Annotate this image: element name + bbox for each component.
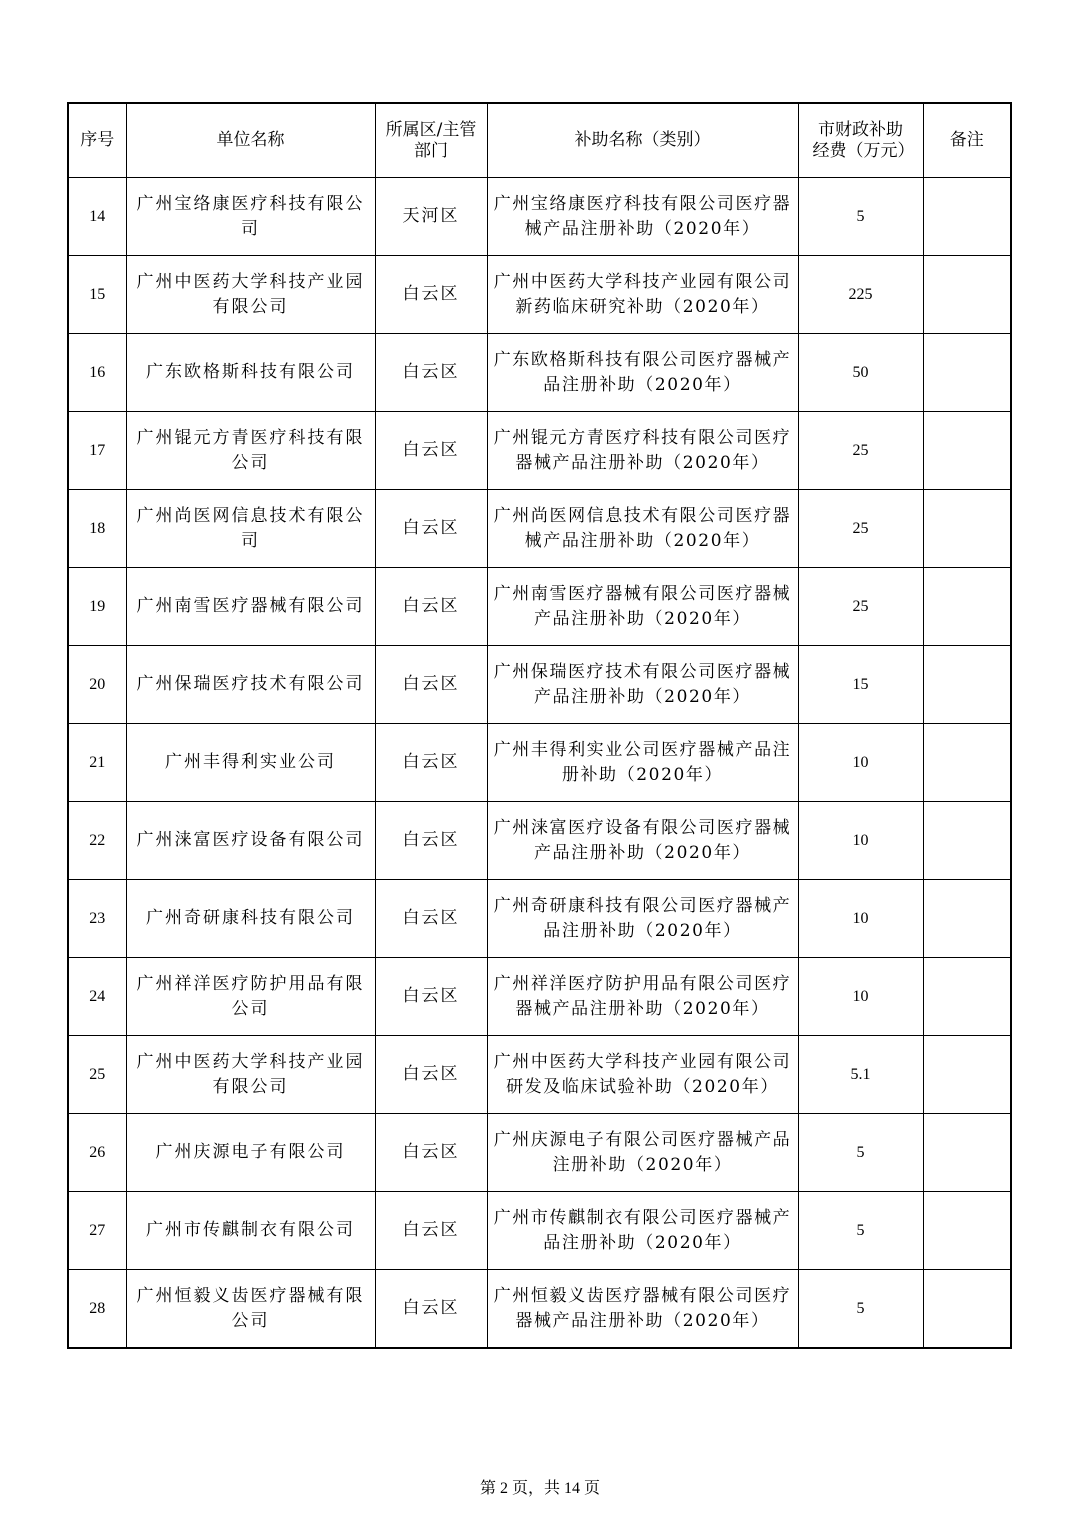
cell-district: 白云区 <box>375 568 487 646</box>
cell-remark <box>923 490 1011 568</box>
cell-unit-name: 广州丰得利实业公司 <box>126 724 375 802</box>
cell-subsidy-name: 广州祥洋医疗防护用品有限公司医疗器械产品注册补助（2020年） <box>487 958 798 1036</box>
cell-unit-name: 广州涞富医疗设备有限公司 <box>126 802 375 880</box>
cell-district: 白云区 <box>375 880 487 958</box>
cell-seq: 16 <box>68 334 126 412</box>
cell-remark <box>923 724 1011 802</box>
cell-subsidy-name: 广州奇研康科技有限公司医疗器械产品注册补助（2020年） <box>487 880 798 958</box>
cell-unit-name: 广州南雪医疗器械有限公司 <box>126 568 375 646</box>
cell-remark <box>923 256 1011 334</box>
cell-amount: 10 <box>798 880 923 958</box>
table-row <box>68 178 1011 256</box>
cell-amount: 25 <box>798 490 923 568</box>
cell-subsidy-name: 广州中医药大学科技产业园有限公司研发及临床试验补助（2020年） <box>487 1036 798 1114</box>
cell-unit-name: 广州祥洋医疗防护用品有限公司 <box>126 958 375 1036</box>
subsidy-table <box>67 102 1012 1349</box>
cell-seq: 28 <box>68 1270 126 1349</box>
cell-subsidy-name: 广州保瑞医疗技术有限公司医疗器械产品注册补助（2020年） <box>487 646 798 724</box>
cell-district: 白云区 <box>375 412 487 490</box>
table-row <box>68 334 1011 412</box>
table-row <box>68 412 1011 490</box>
table-row <box>68 256 1011 334</box>
cell-amount: 15 <box>798 646 923 724</box>
cell-seq: 25 <box>68 1036 126 1114</box>
table-row <box>68 802 1011 880</box>
cell-district: 白云区 <box>375 334 487 412</box>
table-row <box>68 646 1011 724</box>
table-row <box>68 724 1011 802</box>
cell-district: 白云区 <box>375 724 487 802</box>
cell-seq: 23 <box>68 880 126 958</box>
cell-unit-name: 广州中医药大学科技产业园有限公司 <box>126 1036 375 1114</box>
table-row <box>68 1114 1011 1192</box>
cell-unit-name: 广州恒毅义齿医疗器械有限公司 <box>126 1270 375 1349</box>
cell-amount: 50 <box>798 334 923 412</box>
table-row <box>68 568 1011 646</box>
cell-amount: 225 <box>798 256 923 334</box>
cell-seq: 20 <box>68 646 126 724</box>
cell-unit-name: 广州市传麒制衣有限公司 <box>126 1192 375 1270</box>
cell-subsidy-name: 广州南雪医疗器械有限公司医疗器械产品注册补助（2020年） <box>487 568 798 646</box>
page-number: 第 2 页，共 14 页 <box>479 1480 600 1497</box>
cell-district: 白云区 <box>375 1036 487 1114</box>
cell-remark <box>923 1192 1011 1270</box>
cell-amount: 5 <box>798 1192 923 1270</box>
cell-seq: 19 <box>68 568 126 646</box>
cell-amount: 5 <box>798 1270 923 1349</box>
cell-district: 白云区 <box>375 490 487 568</box>
cell-unit-name: 广州保瑞医疗技术有限公司 <box>126 646 375 724</box>
cell-district: 白云区 <box>375 1114 487 1192</box>
cell-unit-name: 广州锟元方青医疗科技有限公司 <box>126 412 375 490</box>
cell-district: 白云区 <box>375 1270 487 1349</box>
header-row <box>68 103 1011 178</box>
header-subsidy-name: 补助名称（类别） <box>487 103 798 178</box>
cell-subsidy-name: 广州恒毅义齿医疗器械有限公司医疗器械产品注册补助（2020年） <box>487 1270 798 1349</box>
cell-subsidy-name: 广州尚医网信息技术有限公司医疗器械产品注册补助（2020年） <box>487 490 798 568</box>
table-row <box>68 1036 1011 1114</box>
cell-subsidy-name: 广州宝络康医疗科技有限公司医疗器械产品注册补助（2020年） <box>487 178 798 256</box>
cell-unit-name: 广东欧格斯科技有限公司 <box>126 334 375 412</box>
page-footer <box>0 1475 1080 1498</box>
cell-remark <box>923 646 1011 724</box>
table-body <box>68 178 1011 1349</box>
cell-remark <box>923 568 1011 646</box>
cell-amount: 5 <box>798 178 923 256</box>
cell-amount: 25 <box>798 412 923 490</box>
cell-unit-name: 广州奇研康科技有限公司 <box>126 880 375 958</box>
cell-remark <box>923 958 1011 1036</box>
cell-amount: 25 <box>798 568 923 646</box>
cell-amount: 10 <box>798 802 923 880</box>
table-row <box>68 1192 1011 1270</box>
table-row <box>68 958 1011 1036</box>
cell-remark <box>923 880 1011 958</box>
cell-district: 白云区 <box>375 256 487 334</box>
table-row <box>68 880 1011 958</box>
header-district: 所属区/主管部门 <box>375 103 487 178</box>
cell-seq: 17 <box>68 412 126 490</box>
header-unit-name: 单位名称 <box>126 103 375 178</box>
cell-seq: 24 <box>68 958 126 1036</box>
cell-district: 白云区 <box>375 1192 487 1270</box>
table-row <box>68 1270 1011 1349</box>
cell-seq: 15 <box>68 256 126 334</box>
cell-remark <box>923 178 1011 256</box>
table-row <box>68 490 1011 568</box>
cell-subsidy-name: 广州市传麒制衣有限公司医疗器械产品注册补助（2020年） <box>487 1192 798 1270</box>
cell-unit-name: 广州尚医网信息技术有限公司 <box>126 490 375 568</box>
cell-seq: 26 <box>68 1114 126 1192</box>
cell-unit-name: 广州宝络康医疗科技有限公司 <box>126 178 375 256</box>
cell-remark <box>923 1036 1011 1114</box>
cell-remark <box>923 802 1011 880</box>
cell-subsidy-name: 广州锟元方青医疗科技有限公司医疗器械产品注册补助（2020年） <box>487 412 798 490</box>
cell-amount: 10 <box>798 724 923 802</box>
cell-amount: 5 <box>798 1114 923 1192</box>
cell-district: 白云区 <box>375 802 487 880</box>
cell-seq: 27 <box>68 1192 126 1270</box>
cell-remark <box>923 334 1011 412</box>
cell-seq: 18 <box>68 490 126 568</box>
header-remark: 备注 <box>923 103 1011 178</box>
cell-remark <box>923 1270 1011 1349</box>
cell-amount: 5.1 <box>798 1036 923 1114</box>
cell-subsidy-name: 广州涞富医疗设备有限公司医疗器械产品注册补助（2020年） <box>487 802 798 880</box>
cell-seq: 22 <box>68 802 126 880</box>
cell-subsidy-name: 广东欧格斯科技有限公司医疗器械产品注册补助（2020年） <box>487 334 798 412</box>
cell-subsidy-name: 广州中医药大学科技产业园有限公司新药临床研究补助（2020年） <box>487 256 798 334</box>
cell-district: 白云区 <box>375 958 487 1036</box>
cell-amount: 10 <box>798 958 923 1036</box>
cell-unit-name: 广州庆源电子有限公司 <box>126 1114 375 1192</box>
header-amount: 市财政补助经费（万元） <box>798 103 923 178</box>
cell-district: 白云区 <box>375 646 487 724</box>
cell-district: 天河区 <box>375 178 487 256</box>
cell-unit-name: 广州中医药大学科技产业园有限公司 <box>126 256 375 334</box>
cell-remark <box>923 1114 1011 1192</box>
cell-seq: 21 <box>68 724 126 802</box>
cell-remark <box>923 412 1011 490</box>
cell-subsidy-name: 广州庆源电子有限公司医疗器械产品注册补助（2020年） <box>487 1114 798 1192</box>
cell-subsidy-name: 广州丰得利实业公司医疗器械产品注册补助（2020年） <box>487 724 798 802</box>
header-seq: 序号 <box>68 103 126 178</box>
cell-seq: 14 <box>68 178 126 256</box>
table-header <box>68 103 1011 178</box>
